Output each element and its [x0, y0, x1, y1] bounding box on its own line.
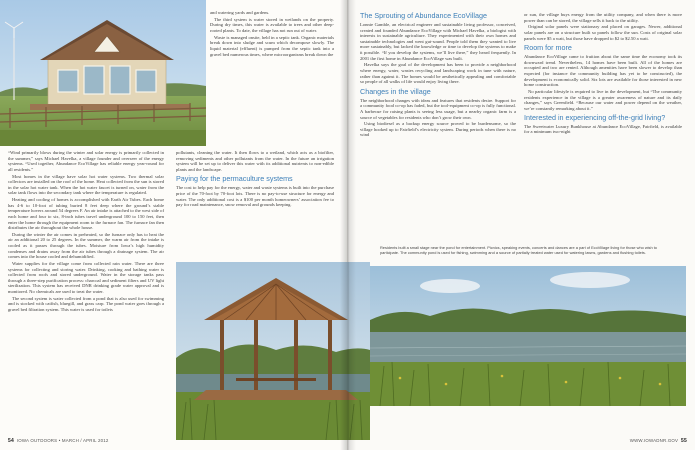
paragraph: Most homes in the village have solar hot water systems. Two thermal solar collectors are installed on the roof of the home. Heat collected from the sun is stored in the solar hot water tank. When the hot water faucet is turned on, water from the solar tank flows into the secondary tank where the temperature is regulated. — [8, 173, 164, 196]
paragraph: Using biodiesel as a backup energy source proved to be burdensome, so the village hooked up to Fairfield’s electricity system. During periods when there is no wind — [360, 121, 516, 138]
paragraph: The cost to help pay for the energy, water and waste systems is built into the purchase price of the 70-foot by 70-foot lots. There is no pay-to-use structure for energy and water. The only additional cost is a $100 per month homeowners’ association fee to pay for road maintenance, snow removal and grounds keeping. — [176, 185, 334, 208]
paragraph: “Wind primarily blows during the winter and solar energy is primarily collected in the summer,” says Michael Havelka, a village founder and overseer of the energy systems. “Used together, Abundance EcoVillage has reliable energy year-round for all residents.” — [8, 150, 164, 172]
folio-text: WWW.IOWADNR.GOV — [629, 438, 679, 443]
paragraph: or sun, the village buys energy from the utility company, and when there is more power than can be stored, the village sells it back to the utility. — [524, 12, 682, 23]
left-column-2-top — [210, 10, 334, 58]
paragraph: Heating and cooling of homes is accomplished with Earth Air Tubes. Each home has 4-6 to 10-foot of tubing buried 8 feet deep where the ground’s stable temperature hovers around 54 degrees F. An air intake is attached to the west side of each home and four to six, 8-inch tubes travel underground 100 to 150 feet, then enter the home through the equipment room to the furnace fan. The furnace fan then distributes the air throughout the whole house. — [8, 197, 164, 231]
pavilion-photo — [176, 262, 370, 440]
right-folio — [630, 438, 687, 444]
folio-text: IOWA OUTDOORS • MARCH / APRIL 2012 — [16, 438, 109, 443]
left-column-2 — [176, 150, 334, 209]
section-heading-sprouting: The Sprouting of Abundance EcoVillage — [360, 11, 487, 20]
paragraph: Original solar panels were stationary and placed on garages. Newer, additional solar panels are on a structure built so panels follow the sun. Costs of original solar panels were $5 a watt, but those have dropped to $2 to $2.50 a watt. — [524, 24, 682, 41]
paragraph: Water supplies for the village come from collected rain water. There are three systems for collecting and storing water. Drinking, cooking and bathing water is collected from roofs and stored underground. Water in the storage tanks pass through a three-step purification process: charcoal and sediment filters and UV light sterilization. This system has received DNR drinking grade water approval and is monitored. No chemicals are used to treat the water. — [8, 261, 164, 294]
paragraph: Havelka says the goal of the development has been to provide a neighborhood where energy, water, wastes recycling and landscaping work in tune with nature, rather than against it. The homes would be aesthetically appealing and comfortable so people of all walks of life would enjoy living there. — [360, 62, 516, 85]
paragraph: No particular lifestyle is required to live in the development, but “The community residents experience in the village is a greater awareness of nature and its daily changes,” says Greenfield. “Because our water and power depend on the weather, we’re constantly remarking about it.” — [524, 88, 682, 111]
house-photo — [0, 0, 206, 146]
left-folio — [8, 438, 109, 444]
page-number: 55 — [681, 438, 687, 444]
left-column-1 — [8, 150, 164, 314]
photo-caption: Residents built a small stage near the pond for entertainment. Picnics, speaking events, concerts and dances are a part of EcoVillage living for those who wish to participate. The community pond is used for fishing, swimming and a source of partially treated water used for watering lawns, gardens and flushing toilets. — [380, 245, 657, 255]
paragraph: Lonnie Gamble, an electrical engineer and sustainable living professor, conceived, created and founded Abundance EcoVillage with Michael Havelka, a biologist with interests in sustainable agriculture. They experimented with their own homes and sustainable technologies and went gut-sound. People told them they wanted to live more sustainably, but lacked the knowledge or time to develop the systems to make it possible. “If you develop the systems, we’ll live there,” they heard frequently. In 2001 the first home in Abundance EcoVillage was built. — [360, 22, 516, 61]
section-heading-room: Room for more — [524, 43, 572, 53]
pond-photo-graphic — [370, 266, 686, 406]
paragraph: The second system is water collected from a pond that is also used for swimming and is stocked with catfish, bluegill, and grass carp. The pond water goes through a gravel bed filtration system. This water is used for toilets — [8, 295, 164, 312]
paragraph: Abundance EcoVillage came to fruition about the same time the economy took its downward trend. Nevertheless, 14 homes have been built. All of the homes are occupied and two are rented. Although amenities have been slower to develop than expected (for instance the community building has yet to be constructed), the development is economically solid. Six lots are available for those interested in new home construction. — [524, 54, 682, 88]
paragraph: The neighborhood changes with ideas and features that residents desire. Support for a community food co-op has faded, but the tool-equipment co-op is fully functional. A barbecue for raising plants is seeing less usage, but a nearby organic farm is a source of vegetables for residents who don’t grow their own. — [360, 97, 516, 120]
pond-photo — [370, 266, 686, 406]
right-column-2 — [524, 12, 682, 136]
page-number: 54 — [8, 438, 14, 444]
section-heading-paying: Paying for the permaculture systems — [176, 174, 293, 184]
section-heading-interested: Interested in experiencing off-the-grid living? — [524, 113, 666, 123]
section-heading-changes: Changes in the village — [360, 86, 431, 96]
paragraph: and watering yards and gardens. — [210, 10, 270, 15]
paragraph: pollutants, cleaning the water. It then flows to a wetland, which acts as a biofilter, removing sediments and other pollutants from the water. In the future an irrigation system will be set up to deliver this water with its additional nutrients to non-edible plants and the landscape. — [176, 150, 334, 172]
house-photo-graphic — [0, 0, 206, 146]
paragraph: During the winter the air comes in preheated, so the furnace only has to heat the air an additional 20 to 25 degrees. In the summer, the warm air from the intake is cooled as it passes through the tubes. Moisture from Iowa’s high humidity condenses and drains away from the air tubes through a drainage system. The air comes into the house cooled and dehumidified. — [8, 231, 164, 260]
paragraph: The Sweetwater Luxury Bunkhouse at Abundance EcoVillage, Fairfield, is available for a minimum two-night — [524, 123, 682, 135]
pavilion-photo-graphic — [176, 262, 370, 440]
paragraph: The third system is water stored in wetlands on the property. During dry times, this water is available to trees and other deep-rooted plants. To date, the village has not run out of water. — [210, 16, 334, 33]
right-column-1 — [360, 12, 516, 139]
paragraph: Waste is managed onsite, held in a septic tank. Organic materials break down into sludge and scum which decompose slowly. The liquid material (effluent) is pumped from the septic tank into a gravel bed numerous times, where microorganisms break down the — [210, 34, 334, 57]
